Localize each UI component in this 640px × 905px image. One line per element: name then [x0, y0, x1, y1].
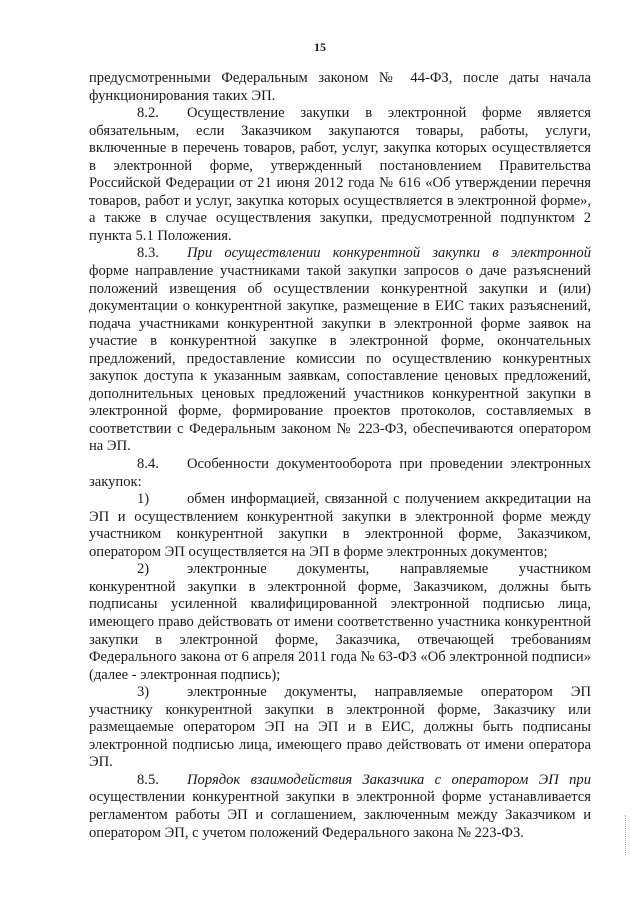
paragraph-number: 8.2. — [137, 105, 159, 122]
paragraph-text: осуществлении конкурентной закупки в электронной форме устанавливается регламентом работы ЭП и соглашением, заключенным между Заказчиком и оператором ЭП, с учетом положений Федерального закона № 223-ФЗ. — [89, 789, 591, 841]
paragraph-italic-text: При осуществлении конкурентной закупки в электронной — [187, 245, 591, 262]
list-item-text: электронные документы, направляемые оператором ЭП участнику конкурентной закупки в электронной форме, Заказчику или размещаемые оператором ЭП на ЭП и в ЕИС, должны быть подписаны электронной подписью лица, имеющего право действовать от имени оператора ЭП. — [89, 684, 591, 771]
paragraph-continuation: предусмотренными Федеральным законом № 44-ФЗ, после даты начала функционирования таких ЭП. — [89, 70, 591, 104]
paragraph-number: 8.3. — [137, 245, 159, 262]
paragraph-8-3 — [89, 245, 591, 456]
paragraph-number: 8.4. — [137, 456, 159, 473]
paragraph-text: Особенности документооборота при проведении электронных закупок: — [89, 456, 591, 490]
scan-artifact — [625, 815, 628, 855]
list-item-3 — [89, 684, 591, 772]
list-item-number: 2) — [137, 561, 150, 578]
paragraph-8-2 — [89, 105, 591, 245]
list-item-2 — [89, 561, 591, 684]
paragraph-italic-text: Порядок взаимодействия Заказчика с оператором ЭП при — [187, 771, 591, 788]
paragraph-8-4 — [89, 456, 591, 491]
list-item-text: электронные документы, направляемые участником конкурентной закупки в электронной форме, Заказчиком, должны быть подписаны усиленной квалифицированной электронной подписью лица, имеющего право действовать от имени соответственно участника конкурентной закупки в электронной форме, Заказчика, отвечающей требованиям Федерального закона от 6 апреля 2011 года № 63-ФЗ «Об электронной подписи» (далее - электронная подпись); — [89, 561, 591, 683]
page-number: 15 — [314, 40, 326, 54]
list-item-1 — [89, 491, 591, 561]
paragraph-text: форме направление участниками такой закупки запросов о даче разъяснений положений извещения об осуществлении конкурентной закупки и (или) документации о конкурентной закупке, размещение в ЕИС таких разъяснений, подача участниками конкурентной закупки в электронной форме заявок на участие в конкурентной закупке в электронной форме, окончательных предложений, предоставление комиссии по осуществлению конкурентных закупок доступа к указанным заявкам, сопоставление ценовых предложений, дополнительных ценовых предложений участников конкурентной закупки в электронной форме, формирование проектов протоколов, составляемых в соответствии с Федеральным законом № 223-ФЗ, обеспечиваются оператором на ЭП. — [89, 263, 591, 455]
paragraph-number: 8.5. — [137, 771, 159, 788]
list-item-number: 3) — [137, 684, 150, 701]
list-item-number: 1) — [137, 491, 150, 508]
list-item-text: обмен информацией, связанной с получением аккредитации на ЭП и осуществлением конкурентной закупки в электронной форме между участником конкурентной закупки в электронной форме, Заказчиком, оператором ЭП осуществляется на ЭП в форме электронных документов; — [89, 491, 591, 560]
paragraph-text: Осуществление закупки в электронной форме является обязательным, если Заказчиком закупаются товары, работы, услуги, включенные в перечень товаров, работ, услуг, закупка которых осуществляется в электронной форме, утвержденный постановлением Правительства Российской Федерации от 21 июня 2012 года № 616 «Об утверждении перечня товаров, работ и услуг, закупка которых осуществляется в электронной форме», а также в случае осуществления закупки, предусмотренной подпунктом 2 пункта 5.1 Положения. — [89, 105, 591, 244]
paragraph-8-5 — [89, 772, 591, 842]
document-body — [89, 70, 591, 842]
